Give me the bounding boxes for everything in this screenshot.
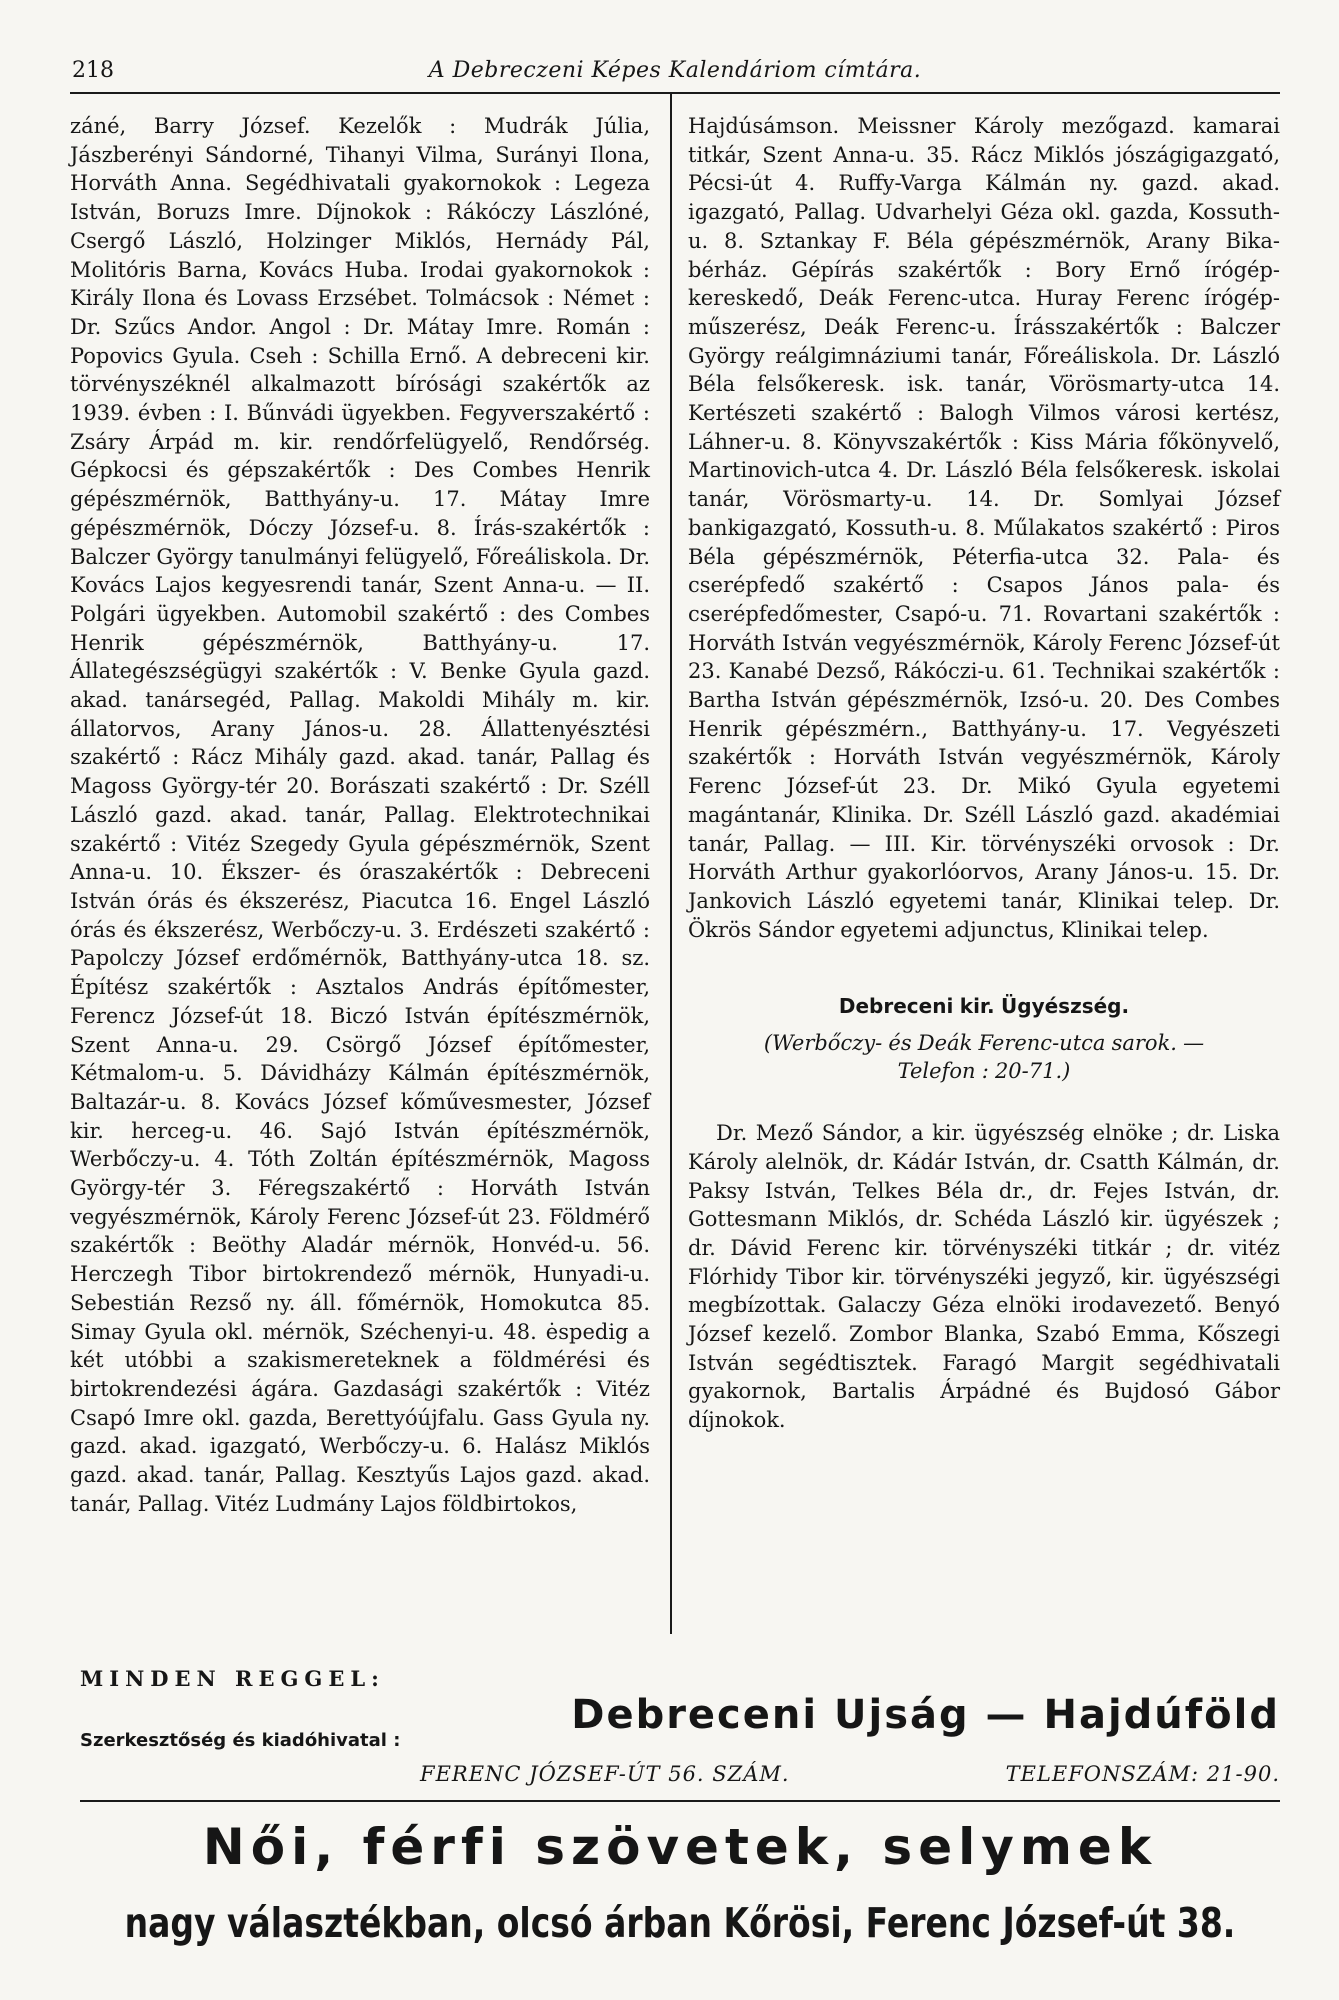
ad-divider xyxy=(80,1800,1280,1802)
newspaper-advertisement xyxy=(80,1658,1280,1798)
ad-label: MINDEN REGGEL: xyxy=(80,1666,385,1691)
right-column xyxy=(688,112,1280,1435)
section-subtitle xyxy=(688,1029,1280,1085)
page-header xyxy=(70,52,1280,94)
ad-newspaper-name: Debreceni Ujság — Hajdúföld xyxy=(571,1692,1280,1738)
column-divider xyxy=(670,94,672,1634)
left-column xyxy=(70,112,650,1518)
page-number: 218 xyxy=(72,58,114,83)
ad-address: FERENC JÓZSEF-ÚT 56. SZÁM. xyxy=(420,1762,790,1786)
ad-contact xyxy=(420,1762,1280,1786)
right-column-intro-text: Hajdúsámson. Meissner Károly mezőgazd. kamarai titkár, Szent Anna-u. 35. Rácz Miklós jószágigazgató, Pécsi-út 4. Ruffy-Varga Kálmán ny. gazd. akad. igazgató, Pallag. Udvarhelyi Géza okl. gazda, Kossuth-u. 8. Sztankay F. Béla gépészmérnök, Arany Bika-bérház. Gépírás szakértők : Bory Ernő írógép-kereskedő, Deák Ferenc-utca. Huray Ferenc írógép-műszerész, Deák Ferenc-u. Írásszakértők : Balczer György reálgimnáziumi tanár, Főreáliskola. Dr. László Béla felsőkeresk. isk. tanár, Vörösmarty-utca 14. Kertészeti szakértő : Balogh Vilmos városi kertész, Láhner-u. 8. Könyvszakértők : Kiss Mária főkönyvelő, Martinovich-utca 4. Dr. László Béla felsőkeresk. iskolai tanár, Vörösmarty-u. 14. Dr. Somlyai József bankigazgató, Kossuth-u. 8. Műlakatos szakértő : Piros Béla gépészmérnök, Péterfia-utca 32. Pala- és cserépfedő szakértő : Csapos János pala- és cserépfedőmester, Csapó-u. 71. Rovartani szakértők : Horváth István vegyészmérnök, Károly Ferenc József-út 23. Kanabé Dezső, Rákóczi-u. 61. Technikai szakértők : Bartha István gépészmérnök, Izsó-u. 20. Des Combes Henrik gépészmérn., Batthyány-u. 17. Vegyészeti szakértők : Horváth István vegyészmérnök, Károly Ferenc József-út 23. Dr. Mikó Gyula egyetemi magántanár, Klinika. Dr. Széll László gazd. akadémiai tanár, Pallag. — III. Kir. törvényszéki orvosok : Dr. Horváth Arthur gyakorlóorvos, Arany János-u. 15. Dr. Jankovich László egyetemi tanár, Klinikai telep. Dr. Ökrös Sándor egyetemi adjunctus, Klinikai telep. xyxy=(688,114,1280,942)
section-subtitle-line2: Telefon : 20-71.) xyxy=(897,1059,1071,1084)
ad-headline: Női, férfi szövetek, selymek xyxy=(202,1818,1158,1876)
left-column-text: záné, Barry József. Kezelők : Mudrák Júlia, Jászberényi Sándorné, Tihanyi Vilma, Surányi Ilona, Horváth Anna. Segédhivatali gyakornokok : Legeza István, Boruzs Imre. Díjnokok : Rákóczy Lászlóné, Csergő László, Holzinger Miklós, Hernády Pál, Molitóris Barna, Kovács Huba. Irodai gyakornokok : Király Ilona és Lovass Erzsébet. Tolmácsok : Német : Dr. Szűcs Andor. Angol : Dr. Mátay Imre. Román : Popovics Gyula. Cseh : Schilla Ernő. A debreceni kir. törvényszéknél alkalmazott bírósági szakértők az 1939. évben : I. Bűnvádi ügyekben. Fegyverszakértő : Zsáry Árpád m. kir. rendőrfelügyelő, Rendőrség. Gépkocsi és gépszakértők : Des Combes Henrik gépészmérnök, Batthyány-u. 17. Mátay Imre gépészmérnök, Dóczy József-u. 8. Írás-szakértők : Balczer György tanulmányi felügyelő, Főreáliskola. Dr. Kovács Lajos kegyesrendi tanár, Szent Anna-u. — II. Polgári ügyekben. Automobil szakértő : des Combes Henrik gépészmérnök, Batthyány-u. 17. Állategészségügyi szakértők : V. Benke Gyula gazd. akad. tanársegéd, Pallag. Makoldi Mihály m. kir. állatorvos, Arany János-u. 28. Állattenyésztési szakértő : Rácz Mihály gazd. akad. tanár, Pallag és Magoss György-tér 20. Borászati szakértő : Dr. Széll László gazd. akad. tanár, Pallag. Elektrotechnikai szakértő : Vitéz Szegedy Gyula gépészmérnök, Szent Anna-u. 10. Ékszer- és óraszakértők : Debreceni István órás és ékszerész, Piacutca 16. Engel László órás és ékszerész, Werbőczy-u. 3. Erdészeti szakértő : Papolczy József erdőmérnök, Batthyány-utca 18. sz. Építész szakértők : Asztalos András építőmester, Ferencz József-út 18. Biczó István építészmérnök, Szent Anna-u. 29. Csörgő József építőmester, Kétmalom-u. 5. Dávidházy Kálmán építészmérnök, Baltazár-u. 8. Kovács József kőművesmester, József kir. herceg-u. 46. Sajó István építészmérnök, Werbőczy-u. 4. Tóth Zoltán építészmérnök, Magoss György-tér 3. Féregszakértő : Horváth István vegyészmérnök, Károly Ferenc József-út 23. Földmérő szakértők : Beöthy Aladár mérnök, Honvéd-u. 56. Herczegh Tibor birtokrendező mérnök, Hunyadi-u. Sebestián Rezső ny. áll. főmérnök, Homokutca 85. Simay Gyula okl. mérnök, Széchenyi-u. 48. ėspedig a két utóbbi a szakismereteknek a földmérési és birtokrendezési ágára. Gazdasági szakértők : Vitéz Csapó Imre okl. gazda, Berettyóújfalu. Gass Gyula ny. gazd. akad. igazgató, Werbőczy-u. 6. Halász Miklós gazd. akad. tanár, Pallag. Kesztyűs Lajos gazd. akad. tanár, Pallag. Vitéz Ludmány Lajos földbirtokos, xyxy=(70,114,650,1516)
ad-phone: TELEFONSZÁM: 21-90. xyxy=(1005,1762,1280,1786)
section-title: Debreceni kir. Ügyészség. xyxy=(838,994,1130,1019)
section-subtitle-line1: (Werbőczy- és Deák Ferenc-utca sarok. — xyxy=(763,1031,1205,1056)
running-title: A Debreczeni Képes Kalendáriom címtára. xyxy=(428,58,922,83)
section-body-text: Dr. Mező Sándor, a kir. ügyészség elnöke ; dr. Liska Károly alelnök, dr. Kádár István, dr. Csatth Kálmán, dr. Paksy István, Telkes Béla dr., dr. Fejes István, dr. Gottesmann Miklós, dr. Schéda László kir. ügyészek ; dr. Dávid Ferenc kir. törvényszéki titkár ; dr. vitéz Flórhidy Tibor kir. törvényszéki jegyző, kir. ügyészségi megbízottak. Galaczy Géza elnöki irodavezető. Benyó József kezelő. Zombor Blanka, Szabó Emma, Kőszegi István segédtisztek. Faragó Margit segédhivatali gyakornok, Bartalis Árpádné és Bujdosó Gábor díjnokok. xyxy=(688,1121,1280,1433)
ad-tagline: nagy választékban, olcsó árban Kőrösi, Ferenc József-út 38. xyxy=(124,1898,1236,1947)
ad-editorial-label: Szerkesztőség és kiadóhivatal : xyxy=(80,1730,401,1751)
